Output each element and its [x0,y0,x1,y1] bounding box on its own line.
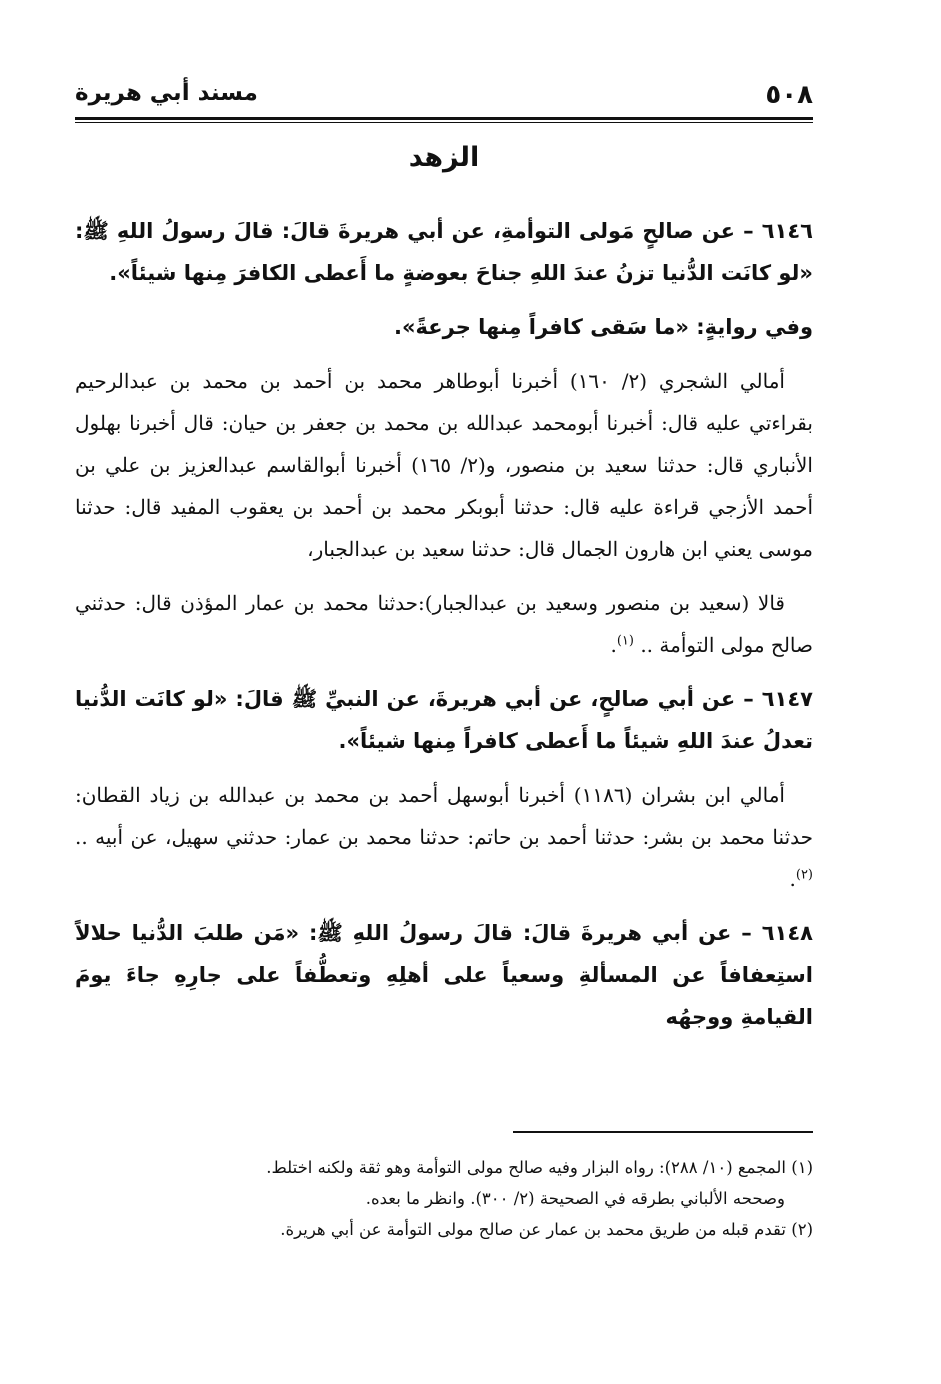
footnote-2: (٢) تقدم قبله من طريق محمد بن عمار عن صالح مولى التوأمة عن أبي هريرة. [280,1220,813,1239]
footnote-ref-2[interactable]: (٢) [795,867,813,883]
hadith-6148-text: ٦١٤٨ – عن أبي هريرةَ قالَ: قالَ رسولُ اللهِ ﷺ: «مَن طلبَ الدُّنيا حلالاً استِعفافاً عن المسألةِ وسعياً على أهلِهِ وتعطُّفاً على جارِهِ جاءَ يومَ القيامةِ ووجهُه [75,921,813,1029]
hadith-6148 [75,912,813,1038]
section-title: الزهد [408,142,480,173]
main-text [75,210,813,1050]
hadith-6146 [75,210,813,294]
isnad-shajari-text: أمالي الشجري (٢/ ١٦٠) أخبرنا أبوطاهر محمد بن أحمد بن محمد بن عبدالرحيم بقراءتي عليه قال: أخبرنا أبومحمد عبدالله بن محمد بن جعفر بن حيان: قال أخبرنا بهلول الأنباري قال: حدثنا سعيد بن منصور، و(٢/ ١٦٥) أخبرنا أبوالقاسم عبدالعزيز بن علي بن أحمد الأزجي قراءة عليه قال: حدثنا أبوبكر محمد بن أحمد بن يعقوب المفيد قال: حدثنا موسى يعني ابن هارون الجمال قال: حدثنا سعيد بن عبدالجبار، [75,369,813,561]
variant-text: وفي روايةٍ: «ما سَقى كافراً مِنها جرعةً». [394,315,813,339]
hadith-6147 [75,678,813,762]
isnad-bishran-text: أمالي ابن بشران (١١٨٦) أخبرنا أبوسهل أحمد بن محمد بن عبدالله بن زياد القطان: حدثنا محمد بن بشر: حدثنا أحمد بن حاتم: حدثنا محمد بن عمار: حدثني سهيل، عن أبيه .. [75,783,813,849]
hadith-6146-variant [75,306,813,348]
header-rule-thin [75,122,813,123]
footnote-separator [513,1131,813,1133]
running-title: مسند أبي هريرة [75,80,258,106]
isnad-shajari [75,360,813,570]
hadith-6146-text: ٦١٤٦ – عن صالحٍ مَولى التوأمةِ، عن أبي هريرةَ قالَ: قالَ رسولُ اللهِ ﷺ: «لو كانَت الدُّنيا تزنُ عندَ اللهِ جناحَ بعوضةٍ ما أَعطى الكافرَ مِنها شيئاً». [75,219,813,285]
header-rule-thick [75,117,813,120]
isnad-qala-text: قالا (سعيد بن منصور وسعيد بن عبدالجبار):حدثنا محمد بن عمار المؤذن قال: حدثني صالح مولى التوأمة .. [75,591,813,657]
footnote-1-continued: وصححه الألباني بطرقه في الصحيحة (٢/ ٣٠٠). وانظر ما بعده. [365,1189,785,1208]
page-number: ٥٠٨ [765,80,813,110]
isnad-bishran: أمالي ابن بشران (١١٨٦) أخبرنا أبوسهل أحمد بن محمد بن عبدالله بن زياد القطان: حدثنا محمد بن بشر: حدثنا أحمد بن حاتم: حدثنا محمد بن عمار: حدثني سهيل، عن أبيه .. $^{(٢)}$. [75,783,813,891]
footnote-1: (١) المجمع (١٠/ ٢٨٨): رواه البزار وفيه صالح مولى التوأمة وهو ثقة ولكنه اختلط. [266,1158,813,1177]
hadith-6147-text: ٦١٤٧ – عن أبي صالحٍ، عن أبي هريرةَ، عن النبيِّ ﷺ قالَ: «لو كانَت الدُّنيا تعدلُ عندَ اللهِ شيئاً ما أَعطى كافراً مِنها شيئاً». [75,687,813,753]
page-header [75,78,813,118]
footnotes [140,1152,813,1245]
footnote-ref-1[interactable]: (١) [616,633,634,649]
isnad-qala: قالا (سعيد بن منصور وسعيد بن عبدالجبار):حدثنا محمد بن عمار المؤذن قال: حدثني صالح مولى التوأمة .. $^{(١)}$. [75,591,813,657]
